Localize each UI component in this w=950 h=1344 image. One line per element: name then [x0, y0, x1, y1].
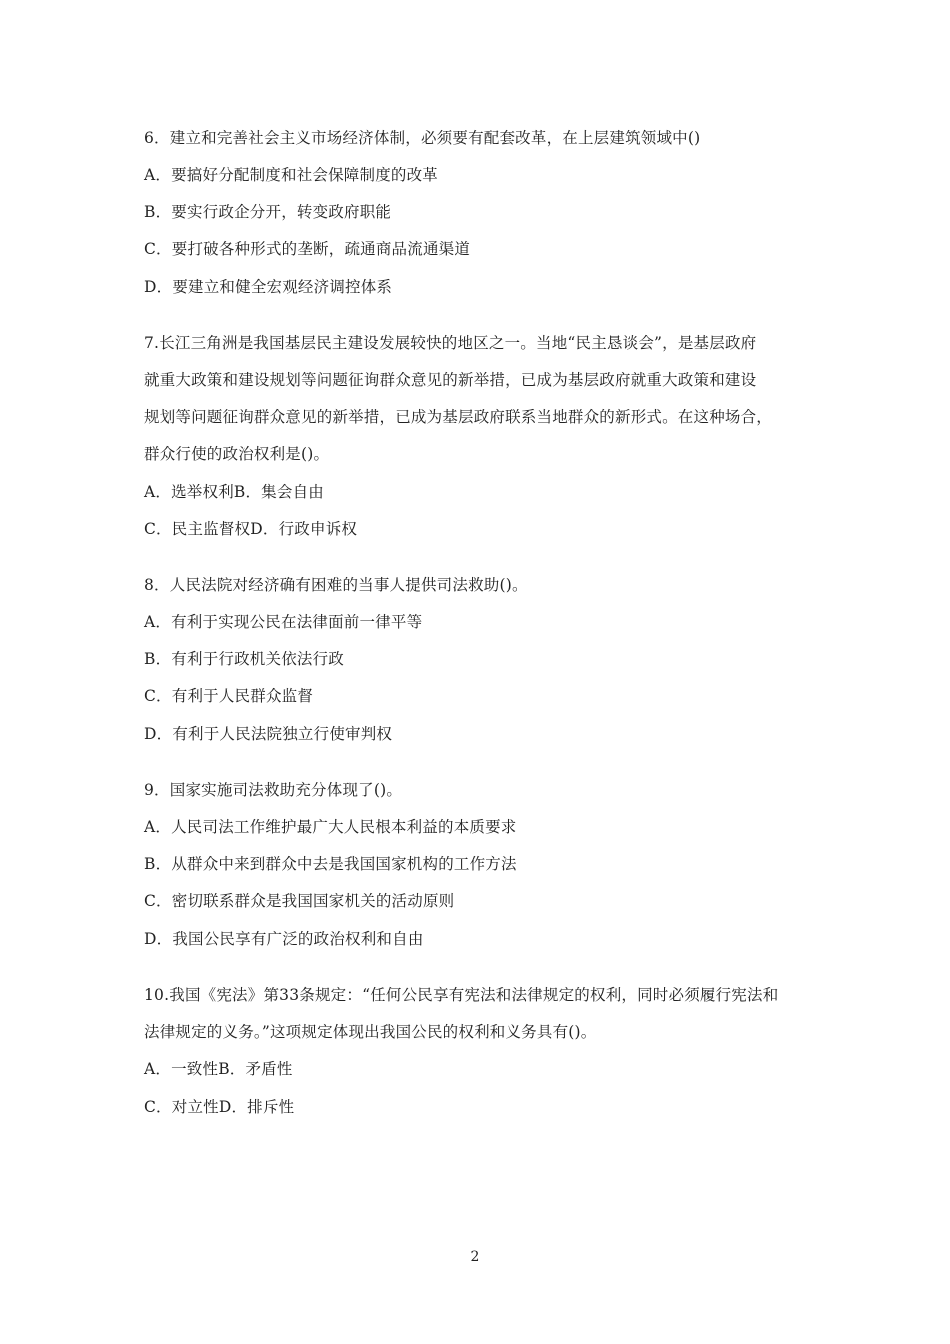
question-8-option-a: A．有利于实现公民在法律面前一律平等 — [144, 613, 423, 631]
question-9-option-d: D．我国公民享有广泛的政治权利和自由 — [144, 930, 424, 948]
question-9-option-c: C．密切联系群众是我国国家机关的活动原则 — [144, 892, 455, 910]
question-7-stem-line-4: 群众行使的政治权利是()。 — [144, 445, 330, 463]
question-6-option-c: C．要打破各种形式的垄断，疏通商品流通渠道 — [144, 240, 471, 258]
question-10-option-cd: C．对立性D．排斥性 — [144, 1098, 295, 1116]
question-10-stem-line-2: 法律规定的义务。”这项规定体现出我国公民的权利和义务具有()。 — [144, 1023, 597, 1041]
question-10-option-ab: A．一致性B．矛盾性 — [144, 1060, 293, 1078]
question-7-stem-line-2: 就重大政策和建设规划等问题征询群众意见的新举措，已成为基层政府就重大政策和建设 — [144, 371, 757, 389]
question-6-option-b: B．要实行政企分开，转变政府职能 — [144, 203, 392, 221]
question-8-option-b: B．有利于行政机关依法行政 — [144, 650, 344, 668]
question-7-stem-line-3: 规划等问题征询群众意见的新举措，已成为基层政府联系当地群众的新形式。在这种场合， — [144, 408, 773, 426]
question-7-option-cd: C．民主监督权D．行政申诉权 — [144, 520, 358, 538]
question-8-option-d: D．有利于人民法院独立行使审判权 — [144, 725, 393, 743]
question-6-stem: 6．建立和完善社会主义市场经济体制，必须要有配套改革，在上层建筑领域中() — [144, 129, 701, 147]
question-7-option-ab: A．选举权利B．集会自由 — [144, 483, 324, 501]
question-6-option-d: D．要建立和健全宏观经济调控体系 — [144, 278, 393, 296]
question-10-stem-line-1: 10.我国《宪法》第33条规定：“任何公民享有宪法和法律规定的权利，同时必须履行宪法和 — [144, 986, 779, 1004]
question-9-option-b: B．从群众中来到群众中去是我国国家机构的工作方法 — [144, 855, 517, 873]
question-7-stem-line-1: 7.长江三角洲是我国基层民主建设发展较快的地区之一。当地“民主恳谈会”，是基层政府 — [144, 334, 757, 352]
question-8-stem: 8．人民法院对经济确有困难的当事人提供司法救助()。 — [144, 576, 528, 594]
question-8-option-c: C．有利于人民群众监督 — [144, 687, 314, 705]
question-9-stem: 9．国家实施司法救助充分体现了()。 — [144, 781, 403, 799]
question-6-option-a: A．要搞好分配制度和社会保障制度的改革 — [144, 166, 438, 184]
page-number: 2 — [470, 1249, 480, 1265]
question-9-option-a: A．人民司法工作维护最广大人民根本利益的本质要求 — [144, 818, 517, 836]
